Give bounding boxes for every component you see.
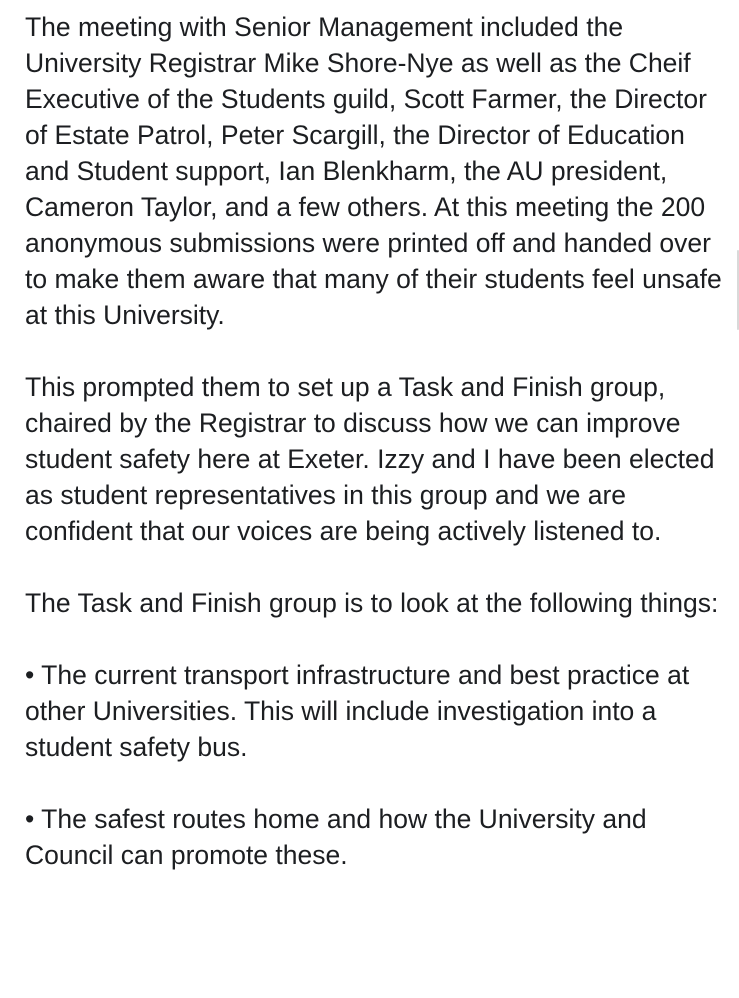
post-body [25, 9, 725, 873]
bullet-text-safe-routes: The safest routes home and how the University and Council can promote these. [25, 804, 647, 870]
bullet-item-safe-routes [25, 801, 725, 873]
paragraph-meeting: The meeting with Senior Management included the University Registrar Mike Shore-Nye as well as the Cheif Executive of the Students guild, Scott Farmer, the Director of Estate Patrol, Peter Scargill, the Director of Education and Student support, Ian Blenkharm, the AU president, Cameron Taylor, and a few others. At this meeting the 200 anonymous submissions were printed off and handed over to make them aware that many of their students feel unsafe at this University. [25, 12, 722, 330]
bullet-text-transport: The current transport infrastructure and best practice at other Universities. This will include investigation into a student safety bus. [25, 660, 690, 762]
paragraph-task-and-finish: This prompted them to set up a Task and Finish group, chaired by the Registrar to discuss how we can improve student safety here at Exeter. Izzy and I have been elected as student representatives in this group and we are confident that our voices are being actively listened to. [25, 372, 715, 546]
paragraph-group-scope: The Task and Finish group is to look at the following things: [25, 588, 719, 618]
bullet-item-transport [25, 657, 725, 765]
bullet-icon: • [25, 660, 35, 690]
bullet-icon: • [25, 804, 35, 834]
